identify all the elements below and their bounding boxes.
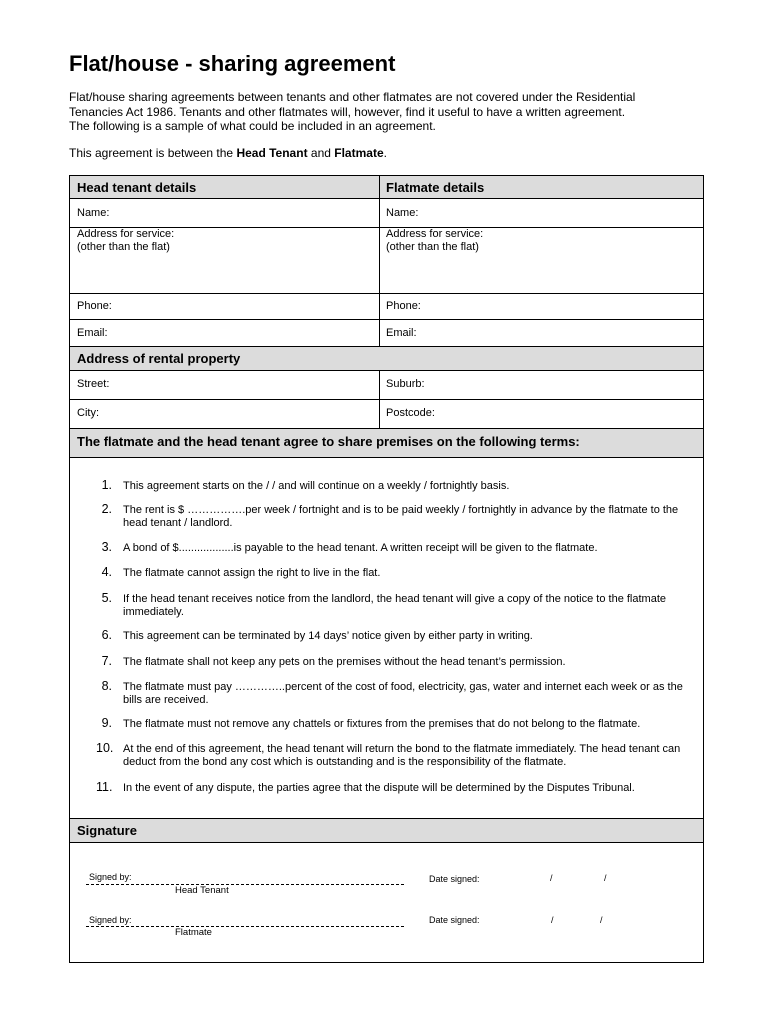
intro-line: Flat/house sharing agreements between tenants and other flatmates are not covered under the Residential <box>69 90 636 104</box>
term-item: If the head tenant receives notice from the landlord, the head tenant will give a copy of the notice to the flatmate immediately. <box>123 593 667 618</box>
date-separator: / <box>604 873 607 883</box>
date-separator: / <box>551 915 554 925</box>
head-tenant-details-title: Head tenant details <box>77 180 197 195</box>
flatmate-address-field[interactable] <box>386 228 483 253</box>
terms-title: The flatmate and the head tenant agree to share premises on the following terms: <box>77 434 580 449</box>
term-item: At the end of this agreement, the head tenant will return the bond to the flatmate immediately. The head tenant can deduct from the bond any cost which is outstanding and is the responsibility of the flatmate. <box>123 743 681 768</box>
signature-header <box>70 818 703 843</box>
term-number: 9. <box>101 716 112 730</box>
suburb-field[interactable]: Suburb: <box>386 378 425 390</box>
term-item: A bond of $..................is payable to the head tenant. A written receipt will be given to the flatmate. <box>123 542 598 554</box>
head-tenant-caption: Head Tenant <box>175 885 229 896</box>
term-number: 10. <box>96 741 114 755</box>
term-number: 2. <box>101 502 112 516</box>
flatmate-signed-by-label: Signed by: <box>89 915 132 925</box>
term-item: The flatmate must not remove any chattels or fixtures from the premises that do not belong to the flatmate. <box>123 718 641 730</box>
flatmate-date-label: Date signed: <box>429 915 480 925</box>
term-item: This agreement can be terminated by 14 days’ notice given by either party in writing. <box>123 630 533 642</box>
between-prefix: This agreement is between the <box>69 146 237 160</box>
term-number: 7. <box>101 654 112 668</box>
row-divider <box>70 319 703 320</box>
head-tenant-name-field[interactable]: Name: <box>77 207 110 219</box>
city-field[interactable]: City: <box>77 407 99 419</box>
head-tenant-signature-line[interactable] <box>86 884 404 885</box>
street-field[interactable]: Street: <box>77 378 110 390</box>
between-and: and <box>307 146 335 160</box>
agreement-form <box>69 175 704 963</box>
flatmate-name-field[interactable]: Name: <box>386 207 419 219</box>
head-tenant-phone-field[interactable]: Phone: <box>77 300 112 312</box>
head-tenant-party: Head Tenant <box>236 146 308 160</box>
agreement-parties <box>69 146 387 160</box>
flatmate-caption: Flatmate <box>175 927 212 938</box>
date-separator: / <box>550 873 553 883</box>
row-divider <box>70 399 703 400</box>
head-tenant-address-field[interactable] <box>77 228 174 253</box>
flatmate-party: Flatmate <box>334 146 384 160</box>
intro-line: The following is a sample of what could be included in an agreement. <box>69 119 436 133</box>
head-tenant-email-field[interactable]: Email: <box>77 327 108 339</box>
term-number: 5. <box>101 591 112 605</box>
term-item: The flatmate shall not keep any pets on the premises without the head tenant’s permission. <box>123 656 566 668</box>
page-title: Flat/house - sharing agreement <box>69 51 396 76</box>
postcode-field[interactable]: Postcode: <box>386 407 435 419</box>
row-divider <box>70 293 703 294</box>
flatmate-email-field[interactable]: Email: <box>386 327 417 339</box>
intro-line: Tenancies Act 1986. Tenants and other flatmates will, however, find it useful to have a written agreement. <box>69 104 626 119</box>
term-number: 6. <box>101 628 112 642</box>
term-item: In the event of any dispute, the parties agree that the dispute will be determined by the Disputes Tribunal. <box>123 782 635 794</box>
term-item: The flatmate cannot assign the right to live in the flat. <box>123 567 381 579</box>
address-label: Address for service: <box>77 228 175 240</box>
term-number: 4. <box>101 565 112 579</box>
date-separator: / <box>600 915 603 925</box>
term-number: 11. <box>96 780 113 794</box>
flatmate-phone-field[interactable]: Phone: <box>386 300 421 312</box>
flatmate-details-title: Flatmate details <box>386 180 485 195</box>
between-suffix: . <box>383 146 387 160</box>
term-number: 8. <box>101 679 112 693</box>
term-item: The rent is $ …………….per week / fortnight and is to be paid weekly / fortnightly in advance by the flatmate to the head tenant / landlord. <box>123 504 679 529</box>
address-label: Address for service: <box>386 228 484 240</box>
details-divider <box>379 176 380 346</box>
flatmate-signature-line[interactable] <box>86 926 404 927</box>
intro-paragraph <box>69 90 709 134</box>
term-number: 1. <box>101 478 112 492</box>
address-sublabel: (other than the flat) <box>386 240 479 253</box>
term-item: The flatmate must pay …………..percent of the cost of food, electricity, gas, water and internet each week or as the bills are received. <box>123 681 683 706</box>
property-title: Address of rental property <box>77 351 241 366</box>
signature-title: Signature <box>77 823 137 838</box>
head-tenant-signed-by-label: Signed by: <box>89 872 132 882</box>
address-sublabel: (other than the flat) <box>77 240 170 253</box>
term-item: This agreement starts on the / / and will continue on a weekly / fortnightly basis. <box>123 480 510 492</box>
head-tenant-date-label: Date signed: <box>429 874 480 884</box>
term-number: 3. <box>101 540 112 554</box>
